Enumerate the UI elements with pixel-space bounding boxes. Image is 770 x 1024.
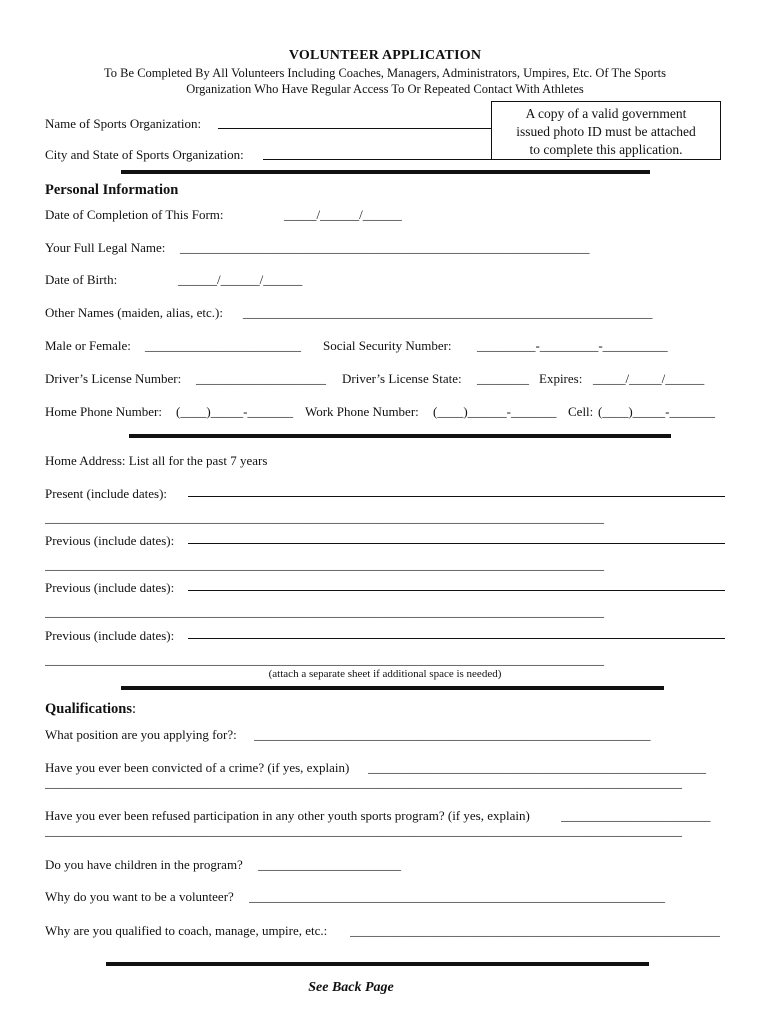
previous-address-3-label: Previous (include dates): xyxy=(45,628,175,643)
previous-address-2-field[interactable] xyxy=(188,590,725,591)
children-field[interactable]: ______________________ xyxy=(258,857,401,872)
section-divider xyxy=(106,962,649,966)
present-address-field[interactable] xyxy=(188,496,725,497)
gender-field[interactable]: ________________________ xyxy=(145,338,301,353)
qualifications-heading-text: Qualifications xyxy=(45,701,133,717)
home-phone-label: Home Phone Number: xyxy=(45,404,162,419)
section-divider xyxy=(129,434,671,438)
subtitle-line-2: Organization Who Have Regular Access To Or Repeated Contact With Athletes xyxy=(186,82,584,96)
gender-label: Male or Female: xyxy=(45,338,131,353)
completion-date-label: Date of Completion of This Form: xyxy=(45,207,224,222)
refused-continuation[interactable]: __________________________________________________________________________________________________ xyxy=(45,823,682,838)
org-name-label: Name of Sports Organization: xyxy=(45,116,202,131)
photo-id-notice-line-2: issued photo ID must be attached xyxy=(516,124,696,139)
section-divider xyxy=(121,170,650,174)
ssn-label: Social Security Number: xyxy=(323,338,452,353)
dob-label: Date of Birth: xyxy=(45,272,118,287)
home-address-intro: Home Address: List all for the past 7 years xyxy=(45,453,268,468)
qualifications-heading-colon: : xyxy=(132,701,137,717)
dl-number-field[interactable]: ____________________ xyxy=(196,371,326,386)
previous-address-3-continuation[interactable]: ______________________________________________________________________________________ xyxy=(45,652,604,667)
page-title: VOLUNTEER APPLICATION xyxy=(288,48,482,63)
cell-field[interactable]: (____)_____-_______ xyxy=(598,404,715,419)
work-phone-label: Work Phone Number: xyxy=(305,404,419,419)
expires-field[interactable]: _____/_____/______ xyxy=(593,371,705,386)
position-field[interactable]: _____________________________________________________________ xyxy=(254,727,651,742)
legal-name-label: Your Full Legal Name: xyxy=(45,240,166,255)
see-back-page: See Back Page xyxy=(308,980,394,995)
org-city-label: City and State of Sports Organization: xyxy=(45,147,244,162)
children-label: Do you have children in the program? xyxy=(45,857,243,872)
present-address-continuation[interactable]: ______________________________________________________________________________________ xyxy=(45,510,604,525)
qualifications-heading xyxy=(45,701,136,718)
org-name-field[interactable] xyxy=(218,128,491,129)
previous-address-3-field[interactable] xyxy=(188,638,725,639)
why-qualified-field[interactable]: _________________________________________________________ xyxy=(350,923,720,938)
subtitle-line-1: To Be Completed By All Volunteers Including Coaches, Managers, Administrators, Umpires, Etc. Of The Sports xyxy=(104,66,666,80)
photo-id-notice-line-1: A copy of a valid government xyxy=(525,106,687,121)
legal-name-field[interactable]: _______________________________________________________________ xyxy=(180,240,590,255)
home-phone-field[interactable]: (____)_____-_______ xyxy=(176,404,293,419)
refused-label: Have you ever been refused participation in any other youth sports program? (if yes, explain) xyxy=(45,808,530,823)
crime-continuation[interactable]: __________________________________________________________________________________________________ xyxy=(45,775,682,790)
personal-info-heading: Personal Information xyxy=(45,182,179,198)
previous-address-1-field[interactable] xyxy=(188,543,725,544)
previous-address-1-continuation[interactable]: ______________________________________________________________________________________ xyxy=(45,557,604,572)
dob-field[interactable]: ______/______/______ xyxy=(178,272,303,287)
present-address-label: Present (include dates): xyxy=(45,486,168,501)
why-qualified-label: Why are you qualified to coach, manage, umpire, etc.: xyxy=(45,923,328,938)
dl-state-label: Driver’s License State: xyxy=(342,371,462,386)
photo-id-notice-line-3: to complete this application. xyxy=(529,142,683,157)
previous-address-2-label: Previous (include dates): xyxy=(45,580,175,595)
other-names-field[interactable]: _______________________________________________________________ xyxy=(243,305,653,320)
expires-label: Expires: xyxy=(539,371,583,386)
crime-field[interactable]: ____________________________________________________ xyxy=(368,760,706,775)
completion-date-field[interactable]: _____/______/______ xyxy=(284,207,402,222)
attach-sheet-note: (attach a separate sheet if additional space is needed) xyxy=(268,668,502,680)
previous-address-2-continuation[interactable]: ______________________________________________________________________________________ xyxy=(45,604,604,619)
why-volunteer-field[interactable]: ________________________________________________________________ xyxy=(249,889,665,904)
org-city-field[interactable] xyxy=(263,159,491,160)
dl-state-field[interactable]: ________ xyxy=(477,371,529,386)
other-names-label: Other Names (maiden, alias, etc.): xyxy=(45,305,223,320)
dl-number-label: Driver’s License Number: xyxy=(45,371,182,386)
section-divider xyxy=(121,686,664,690)
position-label: What position are you applying for?: xyxy=(45,727,237,742)
crime-label: Have you ever been convicted of a crime? (if yes, explain) xyxy=(45,760,350,775)
refused-field[interactable]: _______________________ xyxy=(561,808,711,823)
previous-address-1-label: Previous (include dates): xyxy=(45,533,175,548)
cell-label: Cell: xyxy=(568,404,594,419)
ssn-field[interactable]: _________-_________-__________ xyxy=(477,338,668,353)
why-volunteer-label: Why do you want to be a volunteer? xyxy=(45,889,234,904)
photo-id-notice xyxy=(491,101,721,160)
work-phone-field[interactable]: (____)______-_______ xyxy=(433,404,557,419)
